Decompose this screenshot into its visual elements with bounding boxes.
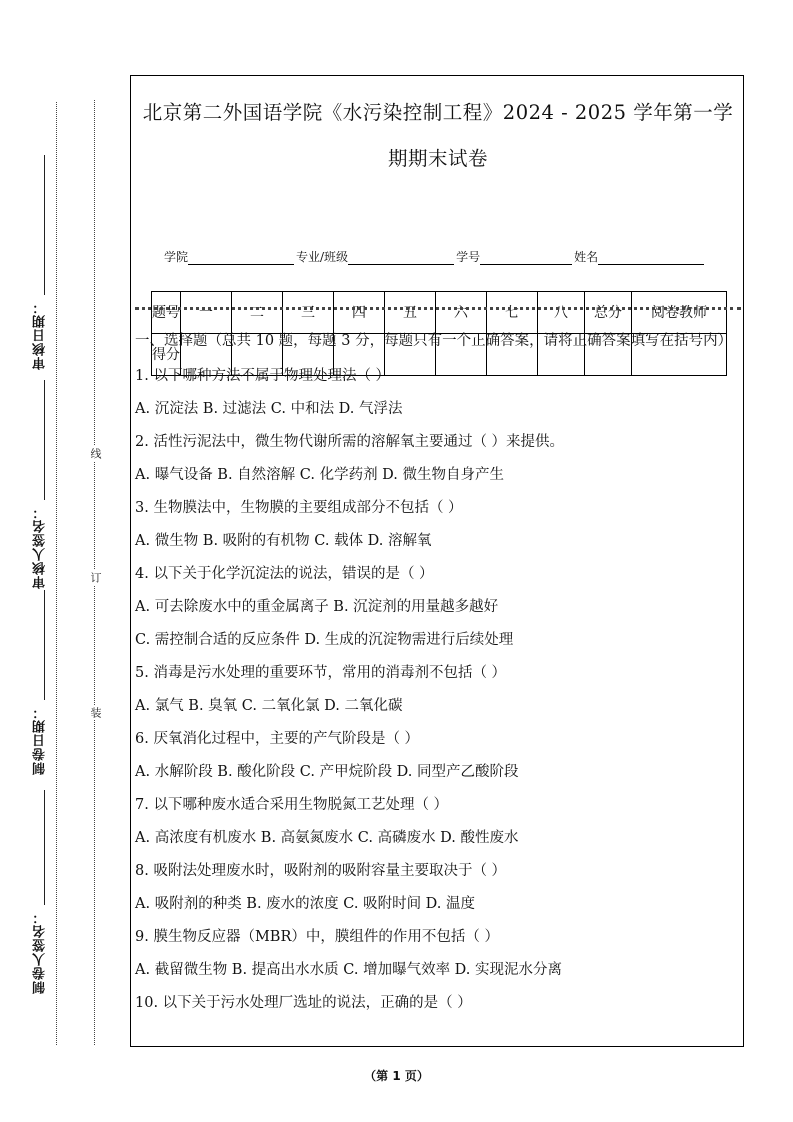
score-header-cell: 五 [385, 292, 436, 334]
question-text: 7. 以下哪种废水适合采用生物脱氮工艺处理（ ） [135, 797, 449, 813]
student-id-field[interactable] [480, 251, 572, 265]
question-text: 4. 以下关于化学沉淀法的说法，错误的是（ ） [135, 566, 434, 582]
reviewer-signature-label: 审核人签名： [33, 505, 48, 589]
compile-date-label: 制卷日期： [33, 705, 48, 775]
compiler-signature-label: 制卷人签名： [33, 910, 48, 994]
question-text: 2. 活性污泥法中，微生物代谢所需的溶解氧主要通过（ ）来提供。 [135, 434, 565, 450]
question-text: 10. 以下关于污水处理厂选址的说法，正确的是（ ） [135, 995, 472, 1011]
score-header-cell: 八 [538, 292, 585, 334]
score-header-cell: 一 [181, 292, 232, 334]
question-options: A. 吸附剂的种类 B. 废水的浓度 C. 吸附时间 D. 温度 [135, 896, 476, 912]
student-info-row [164, 248, 706, 265]
page-number: （第 1 页） [364, 1069, 429, 1083]
score-header-cell: 三 [283, 292, 334, 334]
binding-margin [0, 0, 130, 1122]
score-header-cell: 四 [334, 292, 385, 334]
question-text: 8. 吸附法处理废水时，吸附剂的吸附容量主要取决于（ ） [135, 863, 507, 879]
review-date-blank [44, 155, 45, 295]
major-field[interactable] [348, 251, 454, 265]
score-header-cell: 总分 [585, 292, 632, 334]
signature-dotted-line [56, 102, 57, 1045]
score-row-label: 得分 [152, 334, 181, 376]
score-header-cell: 七 [487, 292, 538, 334]
question-text: 1. 以下哪种方法不属于物理处理法（ ） [135, 368, 391, 384]
exam-title-line1: 北京第二外国语学院《水污染控制工程》2024 - 2025 学年第一学 [142, 101, 734, 124]
question-options: A. 微生物 B. 吸附的有机物 C. 载体 D. 溶解氧 [135, 533, 432, 549]
question-options: A. 水解阶段 B. 酸化阶段 C. 产甲烷阶段 D. 同型产乙酸阶段 [135, 764, 519, 780]
question-options: A. 曝气设备 B. 自然溶解 C. 化学药剂 D. 微生物自身产生 [135, 467, 505, 483]
compile-date-blank [44, 590, 45, 700]
question-options: A. 沉淀法 B. 过滤法 C. 中和法 D. 气浮法 [135, 401, 403, 417]
name-field[interactable] [598, 251, 704, 265]
question-list [135, 360, 739, 1020]
question-options: A. 可去除废水中的重金属离子 B. 沉淀剂的用量越多越好 [135, 599, 499, 615]
question-text: 3. 生物膜法中，生物膜的主要组成部分不包括（ ） [135, 500, 463, 516]
cut-mark-line: 线 [89, 448, 102, 459]
question-options: A. 氯气 B. 臭氧 C. 二氧化氯 D. 二氧化碳 [135, 698, 403, 714]
compiler-signature-blank [44, 790, 45, 905]
question-text: 6. 厌氧消化过程中，主要的产气阶段是（ ） [135, 731, 420, 747]
reviewer-signature-blank [44, 380, 45, 500]
question-options: A. 截留微生物 B. 提高出水水质 C. 增加曝气效率 D. 实现泥水分离 [135, 962, 563, 978]
major-label: 专业/班级 [296, 250, 349, 264]
college-field[interactable] [188, 251, 294, 265]
review-date-label: 审核日期： [33, 300, 48, 370]
student-id-label: 学号 [456, 250, 481, 264]
score-header-cell: 六 [436, 292, 487, 334]
section-separator [135, 307, 741, 310]
exam-title-line2: 期期末试卷 [387, 147, 488, 170]
exam-title [131, 90, 745, 182]
score-header-cell: 二 [232, 292, 283, 334]
score-header-cell: 阅卷教师 [632, 292, 727, 334]
question-text: 9. 膜生物反应器（MBR）中，膜组件的作用不包括（ ） [135, 929, 499, 945]
cut-mark-bind: 订 [89, 572, 102, 583]
name-label: 姓名 [574, 250, 599, 264]
section-1-heading: 一、选择题（总共 10 题，每题 3 分，每题只有一个正确答案，请将正确答案填写在括号内） [135, 333, 733, 349]
score-header-cell: 题号 [152, 292, 181, 334]
question-options: C. 需控制合适的反应条件 D. 生成的沉淀物需进行后续处理 [135, 632, 514, 648]
cut-mark-fold: 装 [89, 707, 102, 718]
exam-content [135, 330, 739, 1020]
college-label: 学院 [164, 250, 189, 264]
question-text: 5. 消毒是污水处理的重要环节，常用的消毒剂不包括（ ） [135, 665, 507, 681]
score-table-header-row [152, 292, 727, 334]
question-options: A. 高浓度有机废水 B. 高氨氮废水 C. 高磷废水 D. 酸性废水 [135, 830, 519, 846]
